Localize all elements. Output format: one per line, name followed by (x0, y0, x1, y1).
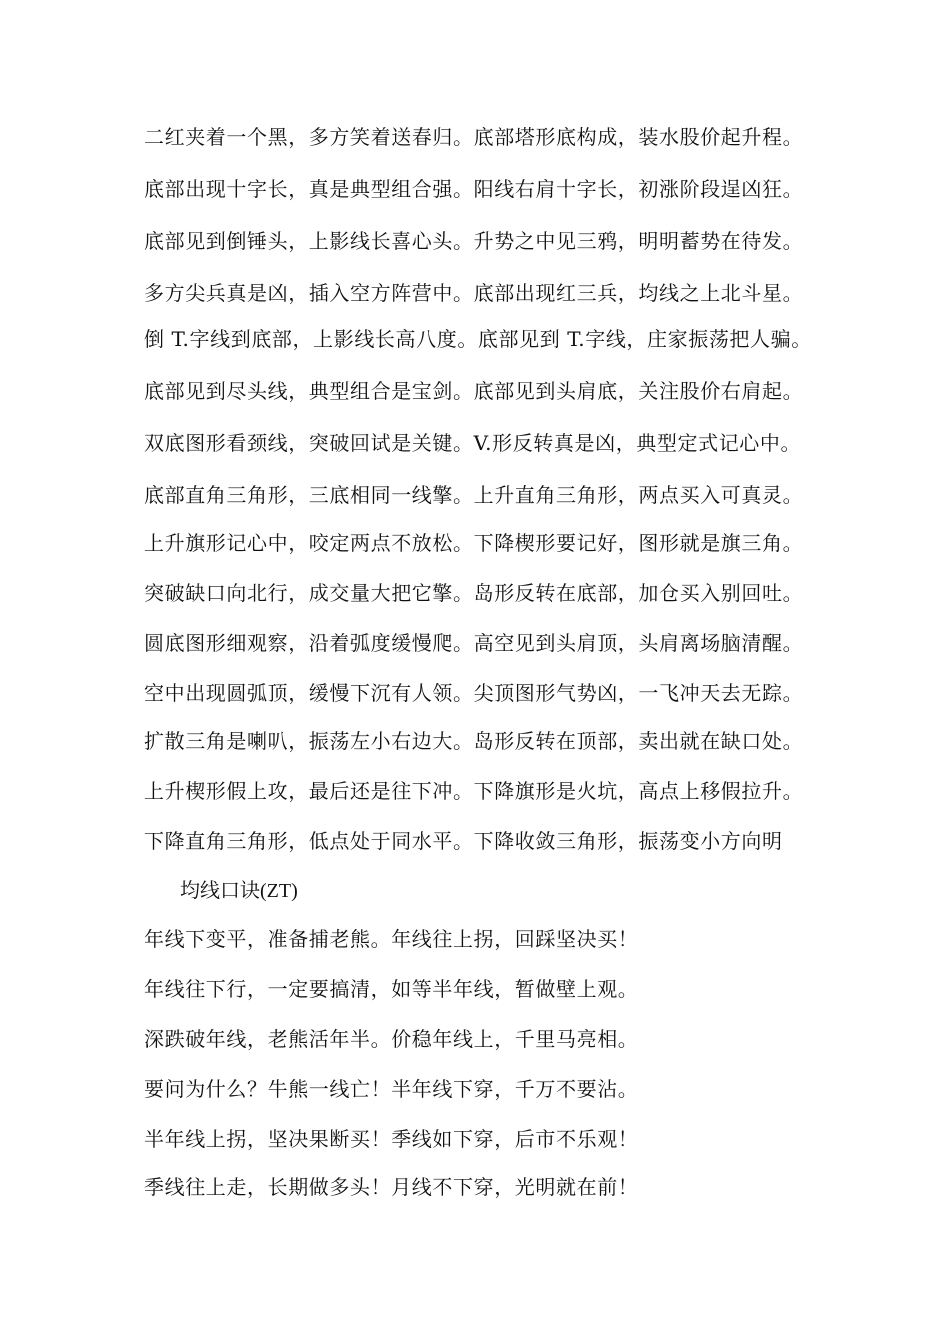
ma-verse-line: 半年线上拐，坚决果断买！季线如下穿，后市不乐观！ (144, 1127, 639, 1151)
verse-line: 突破缺口向北行，成交量大把它擎。岛形反转在底部，加仓买入别回吐。 (144, 581, 804, 605)
verse-line: 上升旗形记心中，咬定两点不放松。下降楔形要记好，图形就是旗三角。 (144, 531, 804, 555)
verse-line: 底部见到倒锤头，上影线长喜心头。升势之中见三鸦，明明蓄势在待发。 (144, 229, 804, 253)
ma-verse-line: 年线下变平，准备捕老熊。年线往上拐，回踩坚决买！ (144, 927, 639, 951)
verse-line: 下降直角三角形，低点处于同水平。下降收敛三角形，振荡变小方向明 (144, 829, 783, 853)
verse-line: 底部直角三角形，三底相同一线擎。上升直角三角形，两点买入可真灵。 (144, 483, 804, 507)
verse-line: 多方尖兵真是凶，插入空方阵营中。底部出现红三兵，均线之上北斗星。 (144, 281, 804, 305)
verse-line: 圆底图形细观察，沿着弧度缓慢爬。高空见到头肩顶，头肩离场脑清醒。 (144, 631, 804, 655)
ma-verse-line: 深跌破年线，老熊活年半。价稳年线上，千里马亮相。 (144, 1027, 639, 1051)
ma-verse-line: 季线往上走，长期做多头！月线不下穿，光明就在前！ (144, 1175, 639, 1199)
verse-line: 扩散三角是喇叭，振荡左小右边大。岛形反转在顶部，卖出就在缺口处。 (144, 729, 804, 753)
verse-line: 二红夹着一个黑，多方笑着送春归。底部塔形底构成，装水股价起升程。 (144, 125, 804, 149)
verse-line: 上升楔形假上攻，最后还是往下冲。下降旗形是火坑，高点上移假拉升。 (144, 779, 804, 803)
verse-line: 双底图形看颈线，突破回试是关键。V.形反转真是凶，典型定式记心中。 (144, 431, 802, 455)
ma-verse-line: 年线往下行，一定要搞清，如等半年线，暂做壁上观。 (144, 977, 639, 1001)
ma-verse-line: 要问为什么？牛熊一线亡！半年线下穿，千万不要沾。 (144, 1077, 639, 1101)
verse-line: 底部见到尽头线，典型组合是宝剑。底部见到头肩底，关注股价右肩起。 (144, 379, 804, 403)
section-heading: 均线口诀(ZT) (180, 880, 298, 902)
verse-line: 倒 T.字线到底部，上影线长高八度。底部见到 T.字线，庄家振荡把人骗。 (144, 327, 812, 351)
verse-line: 底部出现十字长，真是典型组合强。阳线右肩十字长，初涨阶段逞凶狂。 (144, 177, 804, 201)
verse-line: 空中出现圆弧顶，缓慢下沉有人领。尖顶图形气势凶，一飞冲天去无踪。 (144, 681, 804, 705)
